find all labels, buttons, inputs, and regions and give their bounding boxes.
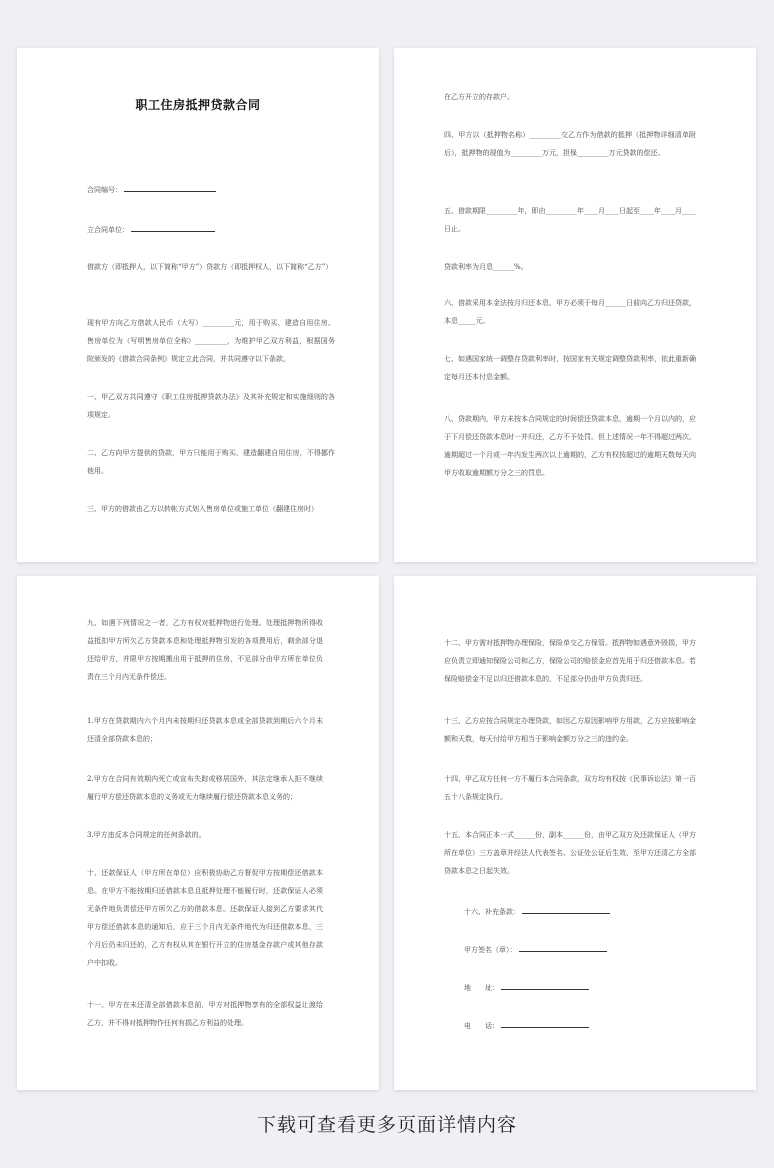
parties-paragraph: 借款方（即抵押人，以下简称“甲方”）贷款方（即抵押权人，以下简称“乙方”） bbox=[87, 263, 333, 271]
contract-number-blank bbox=[124, 184, 216, 192]
interest-rate: 贷款利率为月息______%。 bbox=[444, 263, 528, 271]
clause-8: 八、贷款期内，甲方未按本合同规定的时间偿还贷款本息，逾期一个月以内的，应于下月偿还贷款本息时一并归还，乙方不予处罚。但上述情况一年不得超过两次。逾期超过一个月或一年内发生两次以上逾期的，乙方有权按超过的逾期天数每天向甲方收取逾期额万分之三的罚息。 bbox=[444, 415, 696, 477]
contract-unit-label: 立合同单位： bbox=[87, 226, 129, 234]
contract-unit-blank bbox=[131, 224, 215, 232]
phone-blank bbox=[501, 1020, 589, 1028]
contract-title: 职工住房抵押贷款合同 bbox=[135, 98, 261, 112]
contract-page-2 bbox=[394, 48, 756, 562]
contract-page-1 bbox=[17, 48, 379, 562]
clause-6: 六、借款采用本金法按月归还本息，甲方必须于每月______日前向乙方归还贷款，本息_____元。 bbox=[444, 299, 696, 325]
clause-5: 五、借款期限_________年，即由_________年____月____日起至____年____月____日止。 bbox=[444, 207, 696, 233]
contract-page-3 bbox=[17, 576, 379, 1090]
contract-page-4 bbox=[394, 576, 756, 1090]
contract-number-label: 合同编号： bbox=[87, 186, 122, 194]
download-caption: 下载可查看更多页面详情内容 bbox=[256, 1114, 517, 1136]
clause-15: 十五、本合同正本一式______份，副本______份，由甲乙双方及还款保证人（甲方所在单位）三方盖章并经法人代表签名、公证处公证后生效，至甲方还清乙方全部贷款本息之日起失效。 bbox=[444, 831, 696, 875]
clause-4: 四、甲方以（抵押物名称）_________交乙方作为借款的抵押（抵押物详细清单附后），抵押物的现值为_________万元，担保_________万元贷款的偿还。 bbox=[444, 131, 696, 157]
clause-1: 一、甲乙双方共同遵守《职工住房抵押贷款办法》及其补充规定和实施细则的各项规定。 bbox=[87, 393, 335, 419]
clause-3-end: 在乙方开立的存款户。 bbox=[444, 93, 514, 101]
phone-field bbox=[464, 1020, 589, 1031]
supplement-label: 十六、补充条款： bbox=[464, 908, 520, 916]
contract-unit-field bbox=[87, 224, 215, 235]
clause-2: 二、乙方向甲方提供的贷款，甲方只能用于购买、建造翻建自用住房，不得挪作他用。 bbox=[87, 449, 335, 475]
signature-label: 甲方签名（章）： bbox=[464, 946, 517, 954]
signature-field bbox=[464, 944, 607, 955]
clause-9-item-2: 2.甲方在合同有效期内死亡或宣布失踪或移居国外，其法定继承人拒不继续履行甲方偿还贷款本息的义务或无力继续履行偿还贷款本息义务的； bbox=[87, 775, 323, 801]
address-blank bbox=[501, 982, 589, 990]
clause-13: 十三、乙方应按合同规定办理贷款，如因乙方原因影响甲方用款，乙方应按影响金额和天数，每天付给甲方相当于影响金额万分之三的违约金。 bbox=[444, 717, 696, 743]
signature-blank bbox=[519, 944, 607, 952]
clause-9: 九、如遇下列情况之一者，乙方有权对抵押物进行处理。处理抵押物所得收益抵扣甲方所欠乙方贷款本息和处理抵押物引发的各项费用后，剩余部分退还给甲方，并限甲方按期搬出用于抵押的住房，不足部分由甲方所在单位负责在三个月内无条件偿还。 bbox=[87, 619, 323, 681]
clause-11: 十一、甲方在未还清全部借款本息前，甲方对抵押物享有的全部权益让渡给乙方，并不得对抵押物作任何有损乙方利益的处理。 bbox=[87, 1001, 323, 1027]
clause-9-item-1: 1.甲方在贷款期内六个月内未按期归还贷款本息或全部贷款到期后六个月未还清全部贷款本息的； bbox=[87, 717, 323, 743]
supplement-blank bbox=[522, 906, 610, 914]
phone-label: 电 话： bbox=[464, 1022, 499, 1030]
supplement-field bbox=[464, 906, 610, 917]
address-field bbox=[464, 982, 589, 993]
clause-7: 七、如遇国家统一调整存贷款利率时，按国家有关规定调整贷款利率，依此重新确定每月还本付息金额。 bbox=[444, 355, 696, 381]
clause-14: 十四、甲乙双方任何一方不履行本合同条款，双方均有权按《民事诉讼法》第一百五十八条规定执行。 bbox=[444, 775, 696, 801]
clause-3-start: 三、甲方的借款由乙方以转帐方式划入售房单位或施工单位（翻建住房时） bbox=[87, 505, 318, 513]
clause-10: 十、还款保证人（甲方所在单位）应积极协助乙方督促甲方按期偿还借款本息。在甲方不能按期归还借款本息且抵押处理不能履行时，还款保证人必须无条件地负责偿还甲方所欠乙方的借款本息。还款保证人接到乙方要求其代甲方偿还借款本息的通知后，应于三个月内无条件地代为归还借款本息，三个月后仍未归还的，乙方有权从其在银行开立的住房基金存款户或其他存款户中扣收。 bbox=[87, 869, 323, 967]
clause-9-item-3: 3.甲方违反本合同规定的任何条款的。 bbox=[87, 831, 206, 839]
loan-purpose-paragraph: 现有甲方向乙方借款人民币（大写）_________元，用于购买、建造自用住房。售房单位为（写明售房单位全称）_________，为维护甲乙双方利益，根据国务院颁发的《借款合同条例》规定立此合同，并共同遵守以下条款。 bbox=[87, 319, 335, 363]
clause-12: 十二、甲方需对抵押物办理保险，保险单交乙方保管。抵押物如遇意外毁损，甲方应负责立即通知保险公司和乙方，保险公司的赔偿金应首先用于归还借款本息。若保险赔偿金不足以归还借款本息的，不足部分仍由甲方负责归还。 bbox=[444, 639, 696, 683]
contract-number-field bbox=[87, 184, 216, 195]
address-label: 地 址： bbox=[464, 984, 499, 992]
